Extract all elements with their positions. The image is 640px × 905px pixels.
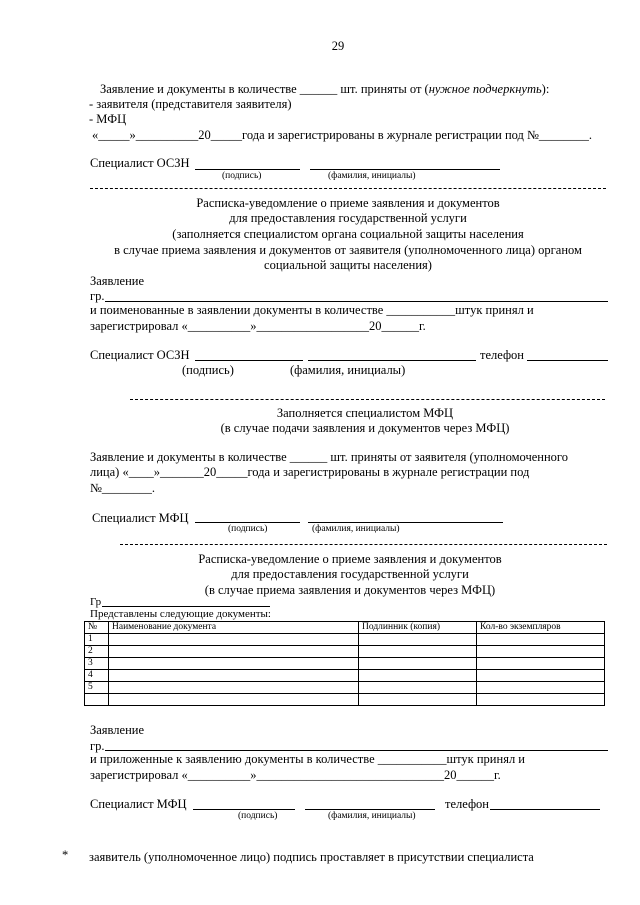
- s3-line2: лица) «____»_______20_____года и зарегистрированы в журнале регистрации под: [90, 465, 530, 479]
- documents-table: [84, 621, 605, 706]
- s4-phone-field: [490, 809, 600, 810]
- page-number: 29: [331, 39, 345, 53]
- s2-title-5: социальной защиты населения): [264, 258, 432, 272]
- s4-caption-name: (фамилия, инициалы): [328, 811, 416, 821]
- s3-title-1: Заполняется специалистом МФЦ: [276, 406, 454, 420]
- row-number: 4: [85, 670, 109, 682]
- s2-title-4: в случае приема заявления и документов от заявителя (уполномоченного лица) органом: [114, 243, 582, 257]
- s2-title-1: Расписка-уведомление о приеме заявления и документов: [196, 196, 500, 210]
- s4-registered-line: зарегистрировал «__________»______________________________20______г.: [90, 768, 501, 782]
- s3-specialist-label: Специалист МФЦ: [92, 511, 189, 525]
- s1-item-mfc: - МФЦ: [89, 112, 127, 126]
- s4-phone-label: телефон: [445, 797, 489, 811]
- s1-name-field: [310, 169, 500, 170]
- s2-documents-line: и поименованные в заявлении документы в количестве ___________штук принял и: [90, 303, 534, 317]
- s3-title-2: (в случае подачи заявления и документов через МФЦ): [220, 421, 510, 435]
- table-row: [85, 634, 605, 646]
- s4-gr-label: Гр: [90, 596, 102, 608]
- s2-phone-label: телефон: [480, 348, 524, 362]
- s3-caption-name: (фамилия, инициалы): [312, 524, 400, 534]
- s2-zayavlenie: Заявление: [90, 274, 145, 288]
- row-number: 5: [85, 682, 109, 694]
- table-row: [85, 694, 605, 706]
- row-number: 3: [85, 658, 109, 670]
- s1-caption-name: (фамилия, инициалы): [328, 171, 416, 181]
- table-header-cell: Наименование документа: [109, 622, 359, 634]
- s3-line1: Заявление и документы в количестве ______ шт. приняты от заявителя (уполномоченного: [90, 450, 569, 464]
- row-number: 1: [85, 634, 109, 646]
- table-row: [85, 682, 605, 694]
- s1-signature-field: [195, 169, 300, 170]
- s2-citizen-field: [105, 301, 608, 302]
- s1-caption-signature: (подпись): [222, 171, 262, 181]
- s4-citizen-field: [102, 606, 270, 607]
- s4-specialist-label: Специалист МФЦ: [90, 797, 187, 811]
- footnote-mark: *: [62, 848, 69, 862]
- s2-caption-name: (фамилия, инициалы): [290, 363, 406, 377]
- table-row: [85, 646, 605, 658]
- s2-caption-signature: (подпись): [182, 363, 234, 377]
- s3-name-field: [308, 522, 503, 523]
- s4-gr2-label: гр.: [90, 739, 105, 753]
- s4-presented-label: Представлены следующие документы:: [90, 608, 271, 620]
- s2-signature-field: [195, 360, 303, 361]
- s3-signature-field: [195, 522, 300, 523]
- s4-citizen-field-2: [105, 750, 608, 751]
- table-row: [85, 658, 605, 670]
- s2-specialist-label: Специалист ОСЗН: [90, 348, 190, 362]
- s4-signature-field: [193, 809, 295, 810]
- s4-zayavlenie: Заявление: [90, 723, 145, 737]
- s1-registration-line: «_____»__________20_____года и зарегистрированы в журнале регистрации под №________.: [92, 128, 593, 142]
- s4-title-2: для предоставления государственной услуги: [231, 567, 469, 581]
- s2-registered-line: зарегистрировал «__________»__________________20______г.: [90, 319, 426, 333]
- s2-name-field: [308, 360, 476, 361]
- s1-item-applicant: - заявителя (представителя заявителя): [89, 97, 292, 111]
- s4-title-1: Расписка-уведомление о приеме заявления и документов: [198, 552, 502, 566]
- s3-caption-signature: (подпись): [228, 524, 268, 534]
- table-row: [85, 670, 605, 682]
- table-header-cell: Подлинник (копия): [359, 622, 477, 634]
- row-number: 2: [85, 646, 109, 658]
- footnote-text: заявитель (уполномоченное лицо) подпись проставляет в присутствии специалиста: [89, 850, 534, 864]
- table-header-row: [85, 622, 605, 634]
- divider-2: [130, 399, 605, 400]
- s1-line1: Заявление и документы в количестве ______ шт. приняты от (нужное подчеркнуть):: [100, 82, 550, 96]
- s1-specialist-label: Специалист ОСЗН: [90, 156, 190, 170]
- s3-line3: №________.: [90, 481, 156, 495]
- divider-3: [120, 544, 607, 545]
- s2-gr-label: гр.: [90, 289, 105, 303]
- s4-caption-signature: (подпись): [238, 811, 278, 821]
- s2-title-2: для предоставления государственной услуги: [229, 211, 467, 225]
- s2-phone-field: [527, 360, 608, 361]
- s4-name-field: [305, 809, 435, 810]
- s4-title-3: (в случае приема заявления и документов через МФЦ): [204, 583, 496, 597]
- table-header-cell: Кол-во экземпляров: [477, 622, 605, 634]
- table-header-cell: №: [85, 622, 109, 634]
- row-number: [85, 694, 109, 706]
- s4-documents-line: и приложенные к заявлению документы в количестве ___________штук принял и: [90, 752, 525, 766]
- s2-title-3: (заполняется специалистом органа социальной защиты населения: [172, 227, 524, 241]
- divider-1: [90, 188, 606, 189]
